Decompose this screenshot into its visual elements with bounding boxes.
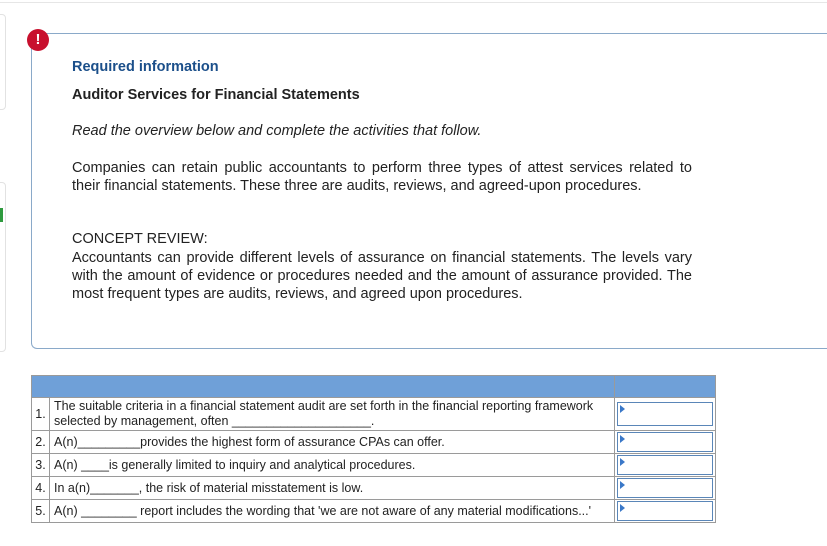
question-number: 5. bbox=[32, 500, 50, 523]
table-row bbox=[32, 477, 716, 500]
answer-dropdown[interactable] bbox=[617, 455, 713, 475]
answer-cell bbox=[615, 398, 716, 431]
question-text: A(n) ________ report includes the wording that 'we are not aware of any material modifications...' bbox=[50, 500, 615, 523]
answer-cell bbox=[615, 500, 716, 523]
table-header-row bbox=[32, 376, 716, 398]
table-row bbox=[32, 398, 716, 431]
answer-cell bbox=[615, 477, 716, 500]
question-number: 3. bbox=[32, 454, 50, 477]
question-text: In a(n)_______, the risk of material misstatement is low. bbox=[50, 477, 615, 500]
question-number: 1. bbox=[32, 398, 50, 431]
concept-review-paragraph: Accountants can provide different levels of assurance on financial statements. The levels vary with the amount of evidence or procedures needed and the amount of assurance provided. The most frequent types are audits, reviews, and agreed upon procedures. bbox=[72, 250, 692, 302]
question-text: The suitable criteria in a financial statement audit are set forth in the financial reporting framework selected by management, often ____________________. bbox=[50, 398, 615, 431]
question-number: 2. bbox=[32, 431, 50, 454]
required-info-label: Required information bbox=[72, 59, 219, 75]
dropdown-marker-icon bbox=[620, 405, 625, 413]
question-text: A(n) ____is generally limited to inquiry and analytical procedures. bbox=[50, 454, 615, 477]
dropdown-marker-icon bbox=[620, 504, 625, 512]
questions-table bbox=[31, 375, 716, 523]
table-row bbox=[32, 500, 716, 523]
table-row bbox=[32, 431, 716, 454]
overview-paragraph: Companies can retain public accountants to perform three types of attest services related to their financial statements. These three are audits, reviews, and agreed-upon procedures. bbox=[72, 160, 692, 194]
question-header-cell bbox=[32, 376, 615, 398]
concept-review-label: CONCEPT REVIEW: bbox=[72, 231, 208, 247]
alert-icon: ! bbox=[27, 29, 49, 51]
answer-header-cell bbox=[615, 376, 716, 398]
answer-dropdown[interactable] bbox=[617, 432, 713, 452]
intro-text: Read the overview below and complete the activities that follow. bbox=[72, 123, 482, 139]
dropdown-marker-icon bbox=[620, 481, 625, 489]
section-title: Auditor Services for Financial Statements bbox=[72, 87, 360, 103]
question-text: A(n)_________provides the highest form of assurance CPAs can offer. bbox=[50, 431, 615, 454]
table-row bbox=[32, 454, 716, 477]
answer-dropdown[interactable] bbox=[617, 478, 713, 498]
question-number: 4. bbox=[32, 477, 50, 500]
answer-dropdown[interactable] bbox=[617, 501, 713, 521]
answer-dropdown[interactable] bbox=[617, 402, 713, 426]
dropdown-marker-icon bbox=[620, 435, 625, 443]
top-divider bbox=[0, 2, 827, 3]
progress-indicator bbox=[0, 208, 3, 222]
answer-cell bbox=[615, 431, 716, 454]
answer-cell bbox=[615, 454, 716, 477]
dropdown-marker-icon bbox=[620, 458, 625, 466]
side-panel-tab[interactable] bbox=[0, 14, 6, 110]
